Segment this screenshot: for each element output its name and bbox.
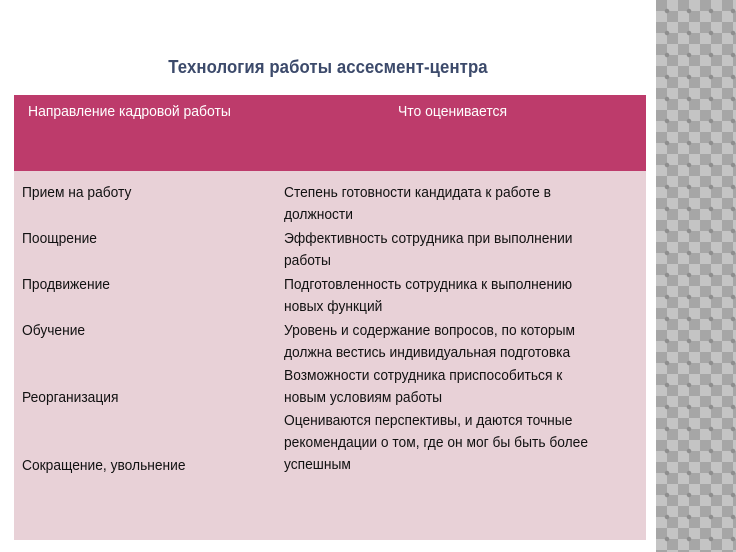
slide-title: Технология работы ассесмент-центра [168, 57, 488, 77]
row-3-assessed: Подготовленность сотрудника к выполнению новых функций [284, 276, 573, 315]
table-header [14, 95, 646, 171]
row-2-area: Поощрение [22, 230, 97, 247]
header-direction: Направление кадровой работы [28, 103, 231, 120]
row-4-area: Обучение [22, 322, 86, 339]
row-3-area: Продвижение [22, 276, 110, 293]
row-5-area: Реорганизация [22, 389, 119, 406]
row-1-assessed: Степень готовности кандидата к работе в должности [284, 184, 551, 223]
row-2-assessed: Эффективность сотрудника при выполнении работы [284, 230, 573, 269]
row-4-assessed: Уровень и содержание вопросов, по которым должна вестись индивидуальная подготовка [284, 322, 575, 361]
row-6-assessed: Оцениваются перспективы, и даются точные рекомендации о том, где он мог бы быть более успешным [284, 412, 589, 473]
header-assessed: Что оценивается [398, 103, 508, 120]
row-6-area: Сокращение, увольнение [22, 457, 186, 474]
row-1-area: Прием на работу [22, 184, 132, 201]
decorative-pattern-strip [656, 0, 736, 552]
row-5-assessed: Возможности сотрудника приспособиться к новым условиям работы [284, 367, 563, 406]
assessment-table [14, 95, 646, 540]
